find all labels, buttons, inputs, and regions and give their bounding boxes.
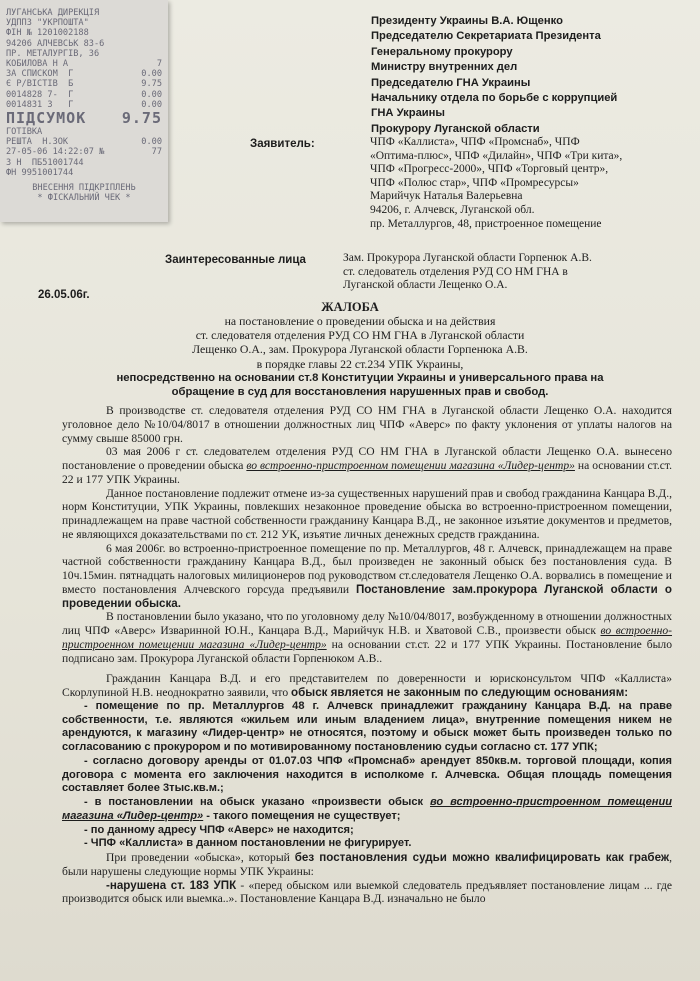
applicant-line: 94206, г. Алчевск, Луганской обл. <box>370 203 535 216</box>
interested-line: Луганской области Лещенко О.А. <box>343 279 508 292</box>
applicant-line: пр. Металлургов, 48, пристроенное помещение <box>370 217 602 230</box>
applicant-line: ЧПФ «Каллиста», ЧПФ «Промснаб», ЧПФ <box>370 136 580 148</box>
list-item: - согласно договору аренды от 01.07.03 ЧПФ «Промснаб» арендует 850кв.м. торговой площади, копия договора с момента его заключения находится в исполкоме г. Алчевска. Общая площадь помещения составляет более 3тыс.кв.м.; <box>62 754 672 795</box>
addressee-line: Председателю ГНА Украины <box>371 76 531 89</box>
receipt-line <box>6 79 162 89</box>
addressee-block <box>371 14 691 137</box>
receipt-value: 7 <box>156 59 162 70</box>
paragraph: 03 мая 2006 г ст. следователем отделения РУД СО НМ ГНА в Луганской области Лещенко О.А. вынесено постановление о проведении обыска во встроенно-пристроенном помещении магазина «Лидер-центр» на основании ст.ст. 22 и 177 УПК Украины. <box>62 445 672 486</box>
receipt-line <box>6 18 162 28</box>
receipt-line <box>6 90 162 100</box>
receipt-text: КОБИЛОВА Н А <box>6 59 69 70</box>
receipt-value: 9.75 <box>141 79 162 90</box>
receipt-line <box>6 168 162 178</box>
list-item: - помещение по пр. Металлургов 48 г. Алчевск принадлежит гражданину Канцара В.Д. на праве собственности, т.е. являются «жильем или иным владением лица», внутренние помещения никем не арендуются, к магазину «Лидер-центр» не относятся, поэтому и обыск может быть произведен только по согласованию с прокурором и по мотивированному постановлению судьи согласно ст. 177 УПК; <box>62 699 672 753</box>
postal-receipt <box>0 0 168 222</box>
receipt-value: 0.00 <box>141 99 162 110</box>
subtitle-bold-line: непосредственно на основании ст.8 Конституции Украины и универсального права на <box>116 371 604 384</box>
paragraph: При проведении «обыска», который без постановления судьи можно квалифицировать как грабеж, были нарушены следующие нормы УПК Украины: <box>62 851 672 878</box>
addressee-line: Начальнику отдела по борьбе с коррупцией <box>371 92 618 105</box>
receipt-text: ПР. МЕТАЛУРГІВ, 36 <box>6 48 100 59</box>
addressee-line: Прокурору Луганской области <box>371 122 540 135</box>
list-item: - по данному адресу ЧПФ «Аверс» не находится; <box>84 823 354 836</box>
applicant-line: Марийчук Наталья Валерьевна <box>370 190 523 203</box>
paragraph: В постановлении было указано, что по уголовному делу №10/04/8017, возбужденному в отношении должностных лиц ЧПФ «Аверс» Изваринной Ю.Н., Канцара В.Д., Марийчук Н.В. и Хватовой С.В., произвести обыск во встроенно-пристроенном помещении магазина «Лидер-центр» на основании ст.ст. 22 и 177 УПК Украины. Постановление было подписано зам. Прокурора Луганской области Горпенюком А.В.. <box>62 610 673 665</box>
paragraph: Гражданин Канцара В.Д. и его представителем по доверенности и юрисконсультом ЧПФ «Каллиста» Скорлупиной Н.В. неоднократно заявили, что обыск является не законным по следующим основаниям: <box>62 672 672 699</box>
applicant-line: ЧПФ «Полюс стар», ЧПФ «Промресурсы» <box>370 176 579 189</box>
receipt-text: 0014828 7- Г <box>6 89 74 100</box>
paragraph: Данное постановление подлежит отмене из-за существенных нарушений прав и свобод гражданина Канцара В.Д., норм Конституции, УПК Украины, повлекших незаконное проведение обыска во встроенно-пристроенном помещении, принадлежащем на праве частной собственности гражданину Канцара В.Д., не законное изъятие документов и предметов, не являющихся доказательствами по ст. 212 УК, изъятие личных денежных средств гражданина. <box>62 486 672 541</box>
receipt-value: 0.00 <box>141 137 162 148</box>
addressee-line: Президенту Украины В.А. Ющенко <box>371 15 563 27</box>
receipt-line <box>6 28 162 38</box>
receipt-text: 27-05-06 14:22:07 № <box>6 147 105 158</box>
applicant-line: ЧПФ «Прогресс-2000», ЧПФ «Торговый центр», <box>370 163 609 176</box>
receipt-total-label: ПІДСУМОК <box>6 109 87 128</box>
paragraph: -нарушена ст. 183 УПК - «перед обыском или выемкой следователь предъявляет постановление лицам ... где производится обыск или выемка..». Постановление Канцара В.Д. изначально не было <box>62 878 672 906</box>
receipt-value: 0.00 <box>141 89 162 100</box>
subtitle-line: на постановление о проведении обыска и на действия <box>224 314 496 328</box>
document-body <box>62 404 672 906</box>
receipt-line <box>6 127 162 137</box>
receipt-line <box>6 49 162 59</box>
paragraph: 6 мая 2006г. во встроенно-пристроенное помещение по пр. Металлургов, 48 г. Алчевск, принадлежащем на праве частной собственности гражданину Канцара В.Д., был произведен не законный обыск без постановления суда. В 10ч.15мин. пятнадцать налоговых милиционеров под руководством ст.следователя Лещенко О.А. ворвались в помещение и вместо постановления Алчевского горсуда предъявили Постановление зам.прокурора Луганской области о проведении обыска. <box>62 541 672 610</box>
receipt-text: 3 Н ПБ51001744 <box>6 157 84 168</box>
addressee-line: Генеральному прокурору <box>371 45 513 58</box>
receipt-total <box>6 110 162 127</box>
receipt-text: РЕШТА Н.ЗОК <box>6 137 69 148</box>
applicant-block <box>370 136 690 231</box>
document-subtitle <box>90 314 630 399</box>
receipt-total-value: 9.75 <box>121 109 162 128</box>
addressee-line: Министру внутренних дел <box>371 61 518 74</box>
document-title: ЖАЛОБА <box>321 300 379 314</box>
receipt-text: УДППЗ "УКРПОШТА" <box>6 18 89 29</box>
applicant-label: Заявитель: <box>250 138 315 150</box>
receipt-text: 94206 АЛЧЕВСЬК 83-6 <box>6 38 105 49</box>
addressee-line: ГНА Украины <box>371 107 445 120</box>
interested-label: Заинтересованные лица <box>165 254 306 266</box>
list-item: - ЧПФ «Каллиста» в данном постановлении не фигурирует. <box>84 837 412 850</box>
subtitle-line: Лещенко О.А., зам. Прокурора Луганской области Горпенюка А.В. <box>192 342 528 357</box>
interested-line: ст. следователь отделения РУД СО НМ ГНА в <box>343 265 568 278</box>
receipt-value: 77 <box>151 147 162 158</box>
interested-line: Зам. Прокурора Луганской области Горпенюк А.В. <box>343 252 592 264</box>
paragraph: В производстве ст. следователя отделения РУД СО НМ ГНА в Луганской области Лещенко О.А. находится уголовное дело №10/04/8017 в отношении должностных лиц ЧПФ «Аверс» по факту уклонения от уплаты налогов на сумму свыше 85000 грн. <box>62 404 672 445</box>
receipt-footer: * ФІСКАЛЬНИЙ ЧЕК * <box>37 193 131 204</box>
receipt-text: ЛУГАНСЬКА ДИРЕКЦІЯ <box>6 8 100 18</box>
receipt-line <box>6 137 162 147</box>
receipt-text: ЗА СПИСКОМ Г <box>6 69 74 80</box>
receipt-line <box>6 8 162 18</box>
receipt-text: 0014831 3 Г <box>6 99 74 110</box>
addressee-line: Председателю Секретариата Президента <box>371 30 601 43</box>
interested-block <box>343 252 688 293</box>
subtitle-line: в порядке главы 22 ст.234 УПК Украины, <box>256 356 464 371</box>
subtitle-line: ст. следователя отделения РУД СО НМ ГНА в Луганской области <box>195 328 525 343</box>
receipt-line <box>6 69 162 79</box>
receipt-text: ФН 9951001744 <box>6 167 74 178</box>
receipt-text: Є Р/ВІСТІВ Б <box>6 79 74 90</box>
receipt-line <box>6 147 162 157</box>
applicant-line: «Оптима-плюс», ЧПФ «Дилайн», ЧПФ «Три кита», <box>370 149 623 162</box>
subtitle-bold-line: обращение в суд для восстановления нарушенных прав и свобод. <box>171 386 549 399</box>
receipt-line <box>6 59 162 69</box>
receipt-line <box>6 158 162 168</box>
document-date: 26.05.06г. <box>38 289 90 301</box>
receipt-text: ГОТІВКА <box>6 127 53 138</box>
receipt-text: ФІН № 1201002188 <box>6 28 89 39</box>
list-item: - в постановлении на обыск указано «произвести обыск во встроенно-пристроенном помещении магазина «Лидер-центр» - такого помещения не существует; <box>62 796 672 822</box>
receipt-line <box>6 39 162 49</box>
receipt-value: 0.00 <box>141 69 162 80</box>
receipt-footer: ВНЕСЕННЯ ПІДКРІПЛЕНЬ <box>32 183 136 194</box>
